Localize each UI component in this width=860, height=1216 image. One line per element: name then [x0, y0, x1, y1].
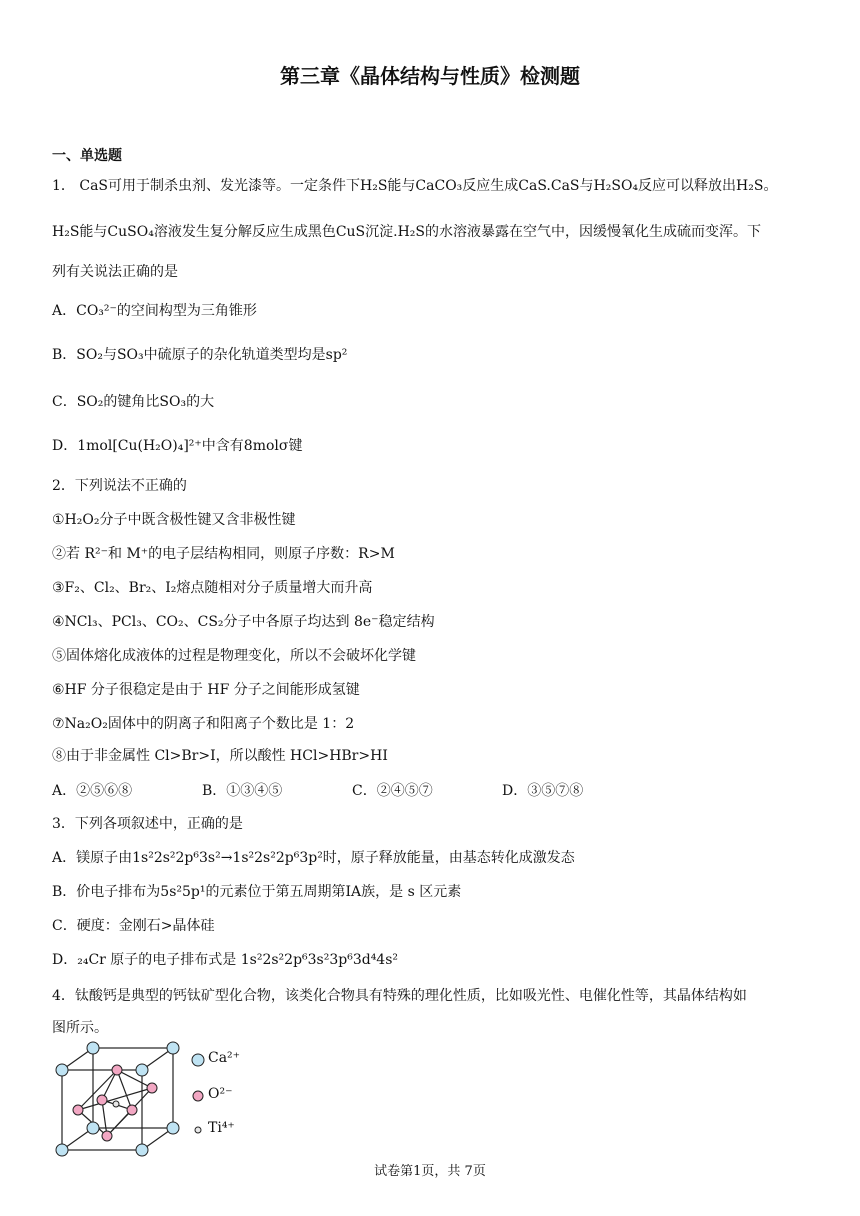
q2-item: ①H₂O₂分子中既含极性键又含非极性键	[52, 512, 296, 528]
q3-stem: 3．下列各项叙述中，正确的是	[52, 816, 243, 832]
q2-item: ⑦Na₂O₂固体中的阴离子和阳离子个数比是 1：2	[52, 716, 355, 732]
ca-ion	[167, 1122, 179, 1134]
q2-option-d: D．③⑤⑦⑧	[502, 783, 584, 799]
q3-option-a: A．镁原子由1s²2s²2p⁶3s²→1s²2s²2p⁶3p²时，原子释放能量，由基态转化成激发态	[52, 850, 575, 866]
legend-o-label: O²⁻	[208, 1086, 233, 1102]
q2-option-c: C．②④⑤⑦	[352, 783, 433, 799]
o-ion	[102, 1131, 112, 1141]
q2-item: ⑤固体熔化成液体的过程是物理变化，所以不会破坏化学键	[52, 648, 416, 664]
legend-o-marker	[193, 1091, 203, 1101]
o-ion	[147, 1083, 157, 1093]
o-ion	[112, 1065, 122, 1075]
crystal-structure-figure	[48, 1040, 298, 1164]
q2-item: ②若 R²⁻和 M⁺的电子层结构相同，则原子序数：R>M	[52, 546, 395, 562]
ca-ion	[56, 1144, 68, 1156]
legend-ti-label: Ti⁴⁺	[208, 1120, 235, 1136]
ca-ion	[136, 1064, 148, 1076]
q2-option-b: B．①③④⑤	[202, 783, 283, 799]
q2-item: ③F₂、Cl₂、Br₂、I₂熔点随相对分子质量增大而升高	[52, 580, 373, 596]
q4-stem-line-1: 4．钛酸钙是典型的钙钛矿型化合物，该类化合物具有特殊的理化性质，比如吸光性、电催化性等，其晶体结构如	[52, 988, 747, 1004]
q4-stem-line-2: 图所示。	[52, 1020, 108, 1036]
q2-item: ④NCl₃、PCl₃、CO₂、CS₂分子中各原子均达到 8e⁻稳定结构	[52, 614, 435, 630]
section-heading: 一、单选题	[52, 148, 122, 164]
page-footer: 试卷第1页，共 7页	[374, 1164, 486, 1179]
ca-ion	[136, 1144, 148, 1156]
ca-ion	[167, 1042, 179, 1054]
q3-option-c: C．硬度：金刚石>晶体硅	[52, 918, 215, 934]
q1-option-d: D．1mol[Cu(H₂O)₄]²⁺中含有8molσ键	[52, 438, 303, 454]
q3-option-b: B．价电子排布为5s²5p¹的元素位于第五周期第ⅠA族，是 s 区元素	[52, 884, 462, 900]
q1-stem-line-3: 列有关说法正确的是	[52, 264, 178, 280]
legend-ca-marker	[192, 1054, 204, 1066]
q1-stem-line-1: 1． CaS可用于制杀虫剂、发光漆等。一定条件下H₂S能与CaCO₃反应生成CaS.CaS与H₂SO₄反应可以释放出H₂S。	[52, 178, 778, 194]
legend-ca-label: Ca²⁺	[208, 1050, 241, 1066]
q2-option-a: A．②⑤⑥⑧	[52, 783, 133, 799]
ti-ion	[113, 1101, 119, 1107]
perovskite-unit-cell-diagram	[48, 1040, 298, 1160]
o-ion	[73, 1105, 83, 1115]
o-ion	[97, 1095, 107, 1105]
legend-ti-marker	[195, 1127, 201, 1133]
ca-ion	[56, 1064, 68, 1076]
q2-item: ⑧由于非金属性 Cl>Br>I，所以酸性 HCl>HBr>HI	[52, 748, 388, 764]
o-ion	[127, 1105, 137, 1115]
page-title: 第三章《晶体结构与性质》检测题	[280, 64, 580, 88]
ca-ion	[87, 1042, 99, 1054]
ca-ion	[87, 1122, 99, 1134]
q1-option-c: C．SO₂的键角比SO₃的大	[52, 394, 215, 410]
q1-stem-line-2: H₂S能与CuSO₄溶液发生复分解反应生成黑色CuS沉淀.H₂S的水溶液暴露在空气中，因缓慢氧化生成硫而变浑。下	[52, 224, 762, 240]
q1-option-a: A．CO₃²⁻的空间构型为三角锥形	[52, 303, 257, 319]
q3-option-d: D．₂₄Cr 原子的电子排布式是 1s²2s²2p⁶3s²3p⁶3d⁴4s²	[52, 952, 399, 968]
q2-item: ⑥HF 分子很稳定是由于 HF 分子之间能形成氢键	[52, 682, 360, 698]
q2-stem: 2．下列说法不正确的	[52, 478, 187, 494]
q1-option-b: B．SO₂与SO₃中硫原子的杂化轨道类型均是sp²	[52, 347, 348, 363]
